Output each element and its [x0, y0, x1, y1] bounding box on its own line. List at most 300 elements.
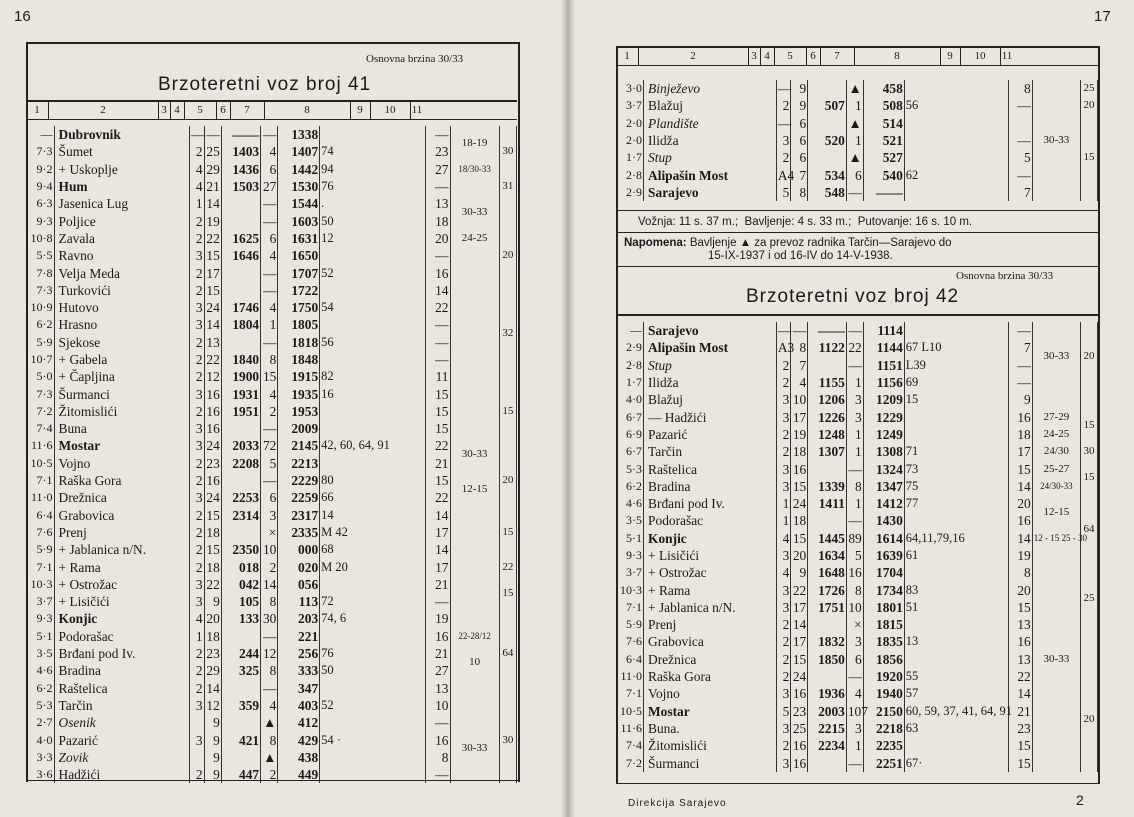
arrival-minute: 07 — [831, 98, 845, 114]
class-cell: 2 — [189, 282, 204, 299]
stop-time-cell: 1 — [846, 132, 863, 149]
arrival-minute: 34 — [831, 738, 845, 754]
station-name: Osenik — [54, 714, 189, 731]
km-cell: 7·2 — [27, 403, 54, 420]
stop-time-cell: 6 — [846, 166, 863, 183]
departure-hour: 18 — [291, 352, 305, 367]
crossing-note: 76 — [320, 178, 426, 195]
stop-time-cell: — — [261, 282, 278, 299]
arrival-hour: 0 — [239, 576, 246, 592]
page-number-left: 16 — [14, 8, 31, 25]
stay-cell: 15 — [1081, 132, 1098, 184]
speed-range-cell — [450, 368, 499, 385]
arrival-minute: 34 — [831, 167, 845, 183]
departure-cell — [278, 282, 320, 299]
header-col-2: 2 — [100, 104, 106, 116]
km-cell: 5·5 — [27, 247, 54, 264]
class-cell: 1 — [776, 512, 790, 529]
arrival-minute: 45 — [831, 530, 845, 546]
class-cell: 4 — [776, 530, 790, 547]
run-time-cell: 22 — [204, 576, 221, 593]
summary-vozanja: Vožnja: 11 s. 37 m.; — [638, 216, 739, 228]
departure-cell — [278, 697, 320, 714]
km-cell: 3·6 — [27, 766, 54, 783]
arrival-hour: 16 — [818, 548, 832, 563]
crossing-note — [904, 132, 1008, 149]
km-cell: 5·9 — [27, 541, 54, 558]
class-cell — [189, 749, 204, 766]
arrival-minute: 48 — [831, 426, 845, 442]
run-time-cell: 21 — [204, 178, 221, 195]
arrival-cell — [221, 334, 260, 351]
km-cell: 7·2 — [617, 754, 644, 771]
section-time-cell: 7 — [1008, 184, 1032, 201]
stay-cell: 15 — [499, 385, 516, 437]
departure-cell — [863, 149, 904, 166]
departure-hour: 0 — [298, 576, 305, 592]
table-42-top — [616, 314, 1098, 316]
timetable-row — [27, 403, 517, 420]
station-name: Žitomislići — [644, 737, 777, 754]
stay-cell — [1081, 184, 1098, 201]
speed-range-cell — [450, 576, 499, 593]
departure-hour: 18 — [876, 634, 890, 650]
km-cell: 10·3 — [27, 576, 54, 593]
section-time-cell: 21 — [425, 576, 450, 593]
stay-cell — [499, 680, 516, 697]
km-cell: 2·0 — [617, 132, 644, 149]
km-cell: 7·3 — [27, 282, 54, 299]
km-cell: 7·6 — [617, 633, 644, 650]
class-cell: 2 — [189, 662, 204, 679]
arrival-cell — [221, 628, 260, 645]
run-time-cell: 16 — [204, 472, 221, 489]
class-cell: 1 — [189, 195, 204, 212]
arrival-minute: 04 — [245, 317, 260, 333]
departure-minute: 56 — [304, 576, 319, 592]
departure-hour: 19 — [291, 369, 305, 385]
departure-cell — [863, 720, 904, 737]
section-time-cell: 8 — [1008, 564, 1032, 581]
km-cell: 1·7 — [617, 149, 644, 166]
speed-range-cell: 30-33 — [1032, 115, 1080, 167]
speed-range-cell: 12 - 15 25 - 30 — [1032, 530, 1080, 547]
departure-minute: 51 — [889, 357, 903, 373]
run-time-cell: 29 — [204, 161, 221, 178]
speed-range-cell: 30-33 — [450, 195, 499, 230]
timetable-row — [617, 391, 1098, 408]
timetable-row — [27, 628, 517, 645]
speed-range-cell: 18-19 — [450, 126, 499, 161]
departure-minute: 44 — [304, 196, 319, 212]
station-name: + Rama — [644, 581, 777, 598]
arrival-cell — [808, 703, 847, 720]
train-title-42: Brzoteretni voz broj 42 — [746, 286, 960, 307]
station-name: Pazarić — [54, 731, 189, 748]
arrival-cell — [221, 576, 260, 593]
km-cell: 10·3 — [617, 581, 644, 598]
departure-cell — [863, 599, 904, 616]
departure-hour: 1 — [298, 594, 305, 610]
station-name: Turkovići — [54, 282, 189, 299]
timetable-row — [27, 247, 517, 264]
arrival-minute: 15 — [831, 720, 845, 736]
station-name: + Lisičići — [54, 593, 189, 610]
departure-minute: 12 — [889, 496, 903, 512]
stop-time-cell: 4 — [261, 697, 278, 714]
section-time-cell: — — [425, 247, 450, 264]
arrival-hour: 0 — [239, 559, 246, 575]
departure-minute: 47 — [304, 680, 319, 696]
class-cell: 2 — [189, 472, 204, 489]
section-time-cell: — — [1008, 322, 1032, 339]
stop-time-cell: 1 — [846, 443, 863, 460]
stay-cell: 30 — [1081, 443, 1098, 460]
km-cell: 5·3 — [617, 460, 644, 477]
stop-time-cell: — — [848, 669, 862, 685]
station-name: Blažuj — [644, 391, 777, 408]
km-cell: 10·8 — [27, 230, 54, 247]
stop-time-cell: 27 — [261, 178, 278, 195]
run-time-cell: — — [792, 323, 807, 339]
departure-minute: 29 — [304, 732, 319, 748]
timetable-row — [27, 645, 517, 662]
stop-time-cell: 89 — [848, 530, 862, 546]
departure-cell — [863, 703, 904, 720]
class-cell: 4 — [189, 178, 204, 195]
run-time-cell: 23 — [792, 703, 807, 719]
speed-range-cell: 27-29 — [1032, 408, 1080, 425]
class-cell: 3 — [189, 593, 204, 610]
stay-cell — [1081, 651, 1098, 668]
stay-cell — [1081, 633, 1098, 650]
departure-cell — [278, 593, 320, 610]
crossing-note: 50 — [320, 662, 426, 679]
timetable-row — [617, 149, 1098, 166]
speed-range-cell: 12-15 — [1032, 495, 1080, 530]
departure-hour: 19 — [291, 386, 305, 402]
departure-minute: 27 — [889, 150, 903, 166]
crossing-note — [904, 512, 1008, 529]
arrival-minute: 31 — [245, 386, 260, 402]
arrival-minute: 20 — [831, 133, 845, 149]
departure-hour: 12 — [876, 392, 890, 408]
arrival-hour: 15 — [232, 179, 246, 195]
crossing-note: 60, 59, 37, 41, 64, 91 — [904, 703, 1008, 720]
stay-cell — [1081, 754, 1098, 771]
run-time-cell: 10 — [792, 392, 807, 408]
crossing-note: 66 — [320, 489, 426, 506]
section-time-cell: — — [425, 126, 450, 143]
class-cell: 2 — [189, 334, 204, 351]
stop-time-cell: — — [848, 184, 862, 200]
section-time-cell: 21 — [1008, 703, 1032, 720]
run-time-cell: 16 — [204, 385, 221, 402]
departure-hour: 14 — [291, 161, 305, 177]
departure-hour: 18 — [291, 317, 305, 333]
run-time-cell: 23 — [204, 645, 221, 662]
travel-summary — [638, 216, 972, 228]
arrival-hour: 1 — [239, 594, 246, 610]
departure-minute: 45 — [304, 438, 319, 454]
section-time-cell: 21 — [425, 645, 450, 662]
km-cell: 9·4 — [27, 178, 54, 195]
timetable-row — [617, 703, 1098, 720]
section-time-cell: — — [1008, 357, 1032, 374]
arrival-cell — [808, 443, 847, 460]
class-cell: 3 — [776, 408, 790, 425]
run-time-cell: 18 — [204, 524, 221, 541]
stop-time-cell: — — [848, 323, 862, 339]
km-cell: 2·0 — [617, 115, 644, 132]
departure-hour: 15 — [291, 179, 305, 195]
crossing-note: 62 — [904, 166, 1008, 183]
departure-hour: 23 — [291, 507, 305, 523]
arrival-minute: 08 — [245, 455, 260, 471]
departure-hour: 4 — [298, 732, 305, 748]
run-time-cell: 9 — [204, 714, 221, 731]
arrival-cell — [808, 616, 847, 633]
departure-minute: 17 — [304, 507, 319, 523]
arrival-hour: 17 — [818, 599, 832, 615]
arrival-hour: 14 — [818, 496, 833, 512]
arrival-hour: 22 — [232, 490, 246, 506]
departure-minute: 03 — [304, 697, 319, 713]
departure-cell — [863, 391, 904, 408]
arrival-minute: 33 — [245, 438, 260, 454]
arrival-cell — [221, 316, 260, 333]
departure-cell — [278, 178, 320, 195]
departure-cell — [863, 374, 904, 391]
speed-range-cell — [1032, 184, 1080, 201]
stop-time-cell: ▲ — [846, 80, 863, 97]
departure-cell — [278, 126, 320, 143]
km-cell: 3·3 — [27, 749, 54, 766]
departure-cell — [863, 132, 904, 149]
arrival-minute: 39 — [831, 478, 845, 494]
section-time-cell: 19 — [1008, 547, 1032, 564]
departure-cell — [278, 524, 320, 541]
crossing-note: 54 — [320, 299, 426, 316]
section-time-cell: 7 — [1008, 339, 1032, 356]
arrival-cell — [221, 178, 260, 195]
departure-minute: 30 — [304, 179, 319, 195]
timetable-row — [27, 230, 517, 247]
arrival-hour: 19 — [818, 686, 832, 702]
stay-cell — [499, 610, 516, 627]
speed-range-cell: 25-27 — [1032, 460, 1080, 477]
timetable-row — [27, 662, 517, 679]
speed-range-cell — [1032, 616, 1080, 633]
arrival-cell — [221, 489, 260, 506]
run-time-cell: 16 — [204, 420, 221, 437]
km-cell: 2·7 — [27, 714, 54, 731]
run-time-cell: 15 — [792, 478, 807, 494]
departure-minute: 24 — [889, 461, 903, 477]
header-col-4: 4 — [764, 50, 770, 62]
km-cell: 6·2 — [617, 478, 644, 495]
speed-range-cell — [1032, 322, 1080, 339]
bottom-border — [26, 780, 518, 781]
departure-cell — [278, 731, 320, 748]
stay-cell: 32 — [499, 299, 516, 368]
departure-hour: 21 — [291, 438, 305, 454]
km-cell: 7·8 — [27, 264, 54, 281]
departure-minute: 20 — [304, 559, 319, 575]
departure-hour: 17 — [291, 282, 305, 298]
timetable-row — [617, 426, 1098, 443]
section-time-cell: 20 — [1008, 495, 1032, 512]
arrival-hour: 4 — [239, 767, 246, 783]
class-cell: 2 — [189, 351, 204, 368]
arrival-cell — [221, 680, 260, 697]
class-cell: 3 — [189, 576, 204, 593]
crossing-note: 63 — [904, 720, 1008, 737]
table-header-41 — [26, 100, 517, 120]
crossing-note: 52 — [320, 264, 426, 281]
station-name: Ilidža — [644, 374, 777, 391]
arrival-cell — [221, 749, 260, 766]
crossing-note — [320, 126, 426, 143]
header-col-9: 9 — [947, 50, 953, 62]
departure-hour: 0 — [298, 542, 305, 558]
speed-range-cell — [1032, 166, 1080, 183]
arrival-minute: 50 — [245, 542, 260, 558]
header-col-6: 6 — [810, 50, 816, 62]
arrival-minute: 26 — [831, 582, 845, 598]
crossing-note: 50 — [320, 212, 426, 229]
section-time-cell: 22 — [425, 437, 450, 454]
section-divider — [616, 266, 1098, 267]
stop-time-cell: 4 — [261, 247, 278, 264]
header-col-5: 5 — [197, 104, 203, 116]
class-cell: 1 — [189, 628, 204, 645]
km-cell: 7·1 — [617, 685, 644, 702]
class-cell — [189, 714, 204, 731]
arrival-hour: 3 — [239, 697, 246, 713]
departure-hour: 5 — [882, 98, 890, 114]
departure-cell — [278, 662, 320, 679]
section-time-cell: 22 — [425, 489, 450, 506]
run-time-cell: 23 — [204, 455, 221, 472]
class-cell: 3 — [776, 391, 790, 408]
stop-time-cell: 10 — [848, 599, 862, 615]
timetable-row — [27, 126, 517, 143]
departure-cell — [863, 115, 904, 132]
km-cell: 11·6 — [617, 720, 644, 737]
class-cell: 2 — [189, 645, 204, 662]
arrival-minute: 26 — [831, 409, 845, 425]
speed-range-cell — [1032, 754, 1080, 771]
station-name: Ilidža — [644, 132, 777, 149]
km-cell: — — [617, 322, 644, 339]
run-time-cell: 16 — [792, 461, 807, 477]
km-cell: 6·7 — [617, 443, 644, 460]
crossing-note: 16 — [320, 385, 426, 402]
arrival-hour: 13 — [818, 444, 832, 460]
departure-cell — [278, 247, 320, 264]
arrival-cell — [808, 374, 847, 391]
arrival-hour: 20 — [232, 438, 246, 454]
crossing-note: 77 — [904, 495, 1008, 512]
speed-note-42: Osnovna brzina 30/33 — [956, 270, 1054, 282]
run-time-cell: 13 — [204, 334, 221, 351]
departure-minute: 03 — [304, 611, 319, 627]
stop-time-cell: 6 — [261, 489, 278, 506]
arrival-cell — [221, 195, 260, 212]
section-time-cell: 13 — [425, 680, 450, 697]
timetable-row — [27, 368, 517, 385]
station-name: Grabovica — [644, 633, 777, 650]
run-time-cell: 8 — [791, 184, 808, 201]
departure-minute: 01 — [889, 599, 903, 615]
speed-range-cell — [1032, 720, 1080, 737]
speed-range-cell — [1032, 703, 1080, 720]
arrival-hour: 5 — [824, 133, 832, 149]
section-time-cell: — — [1008, 97, 1032, 114]
run-time-cell: 16 — [204, 403, 221, 420]
speed-range-cell — [450, 299, 499, 316]
stay-cell: 30 — [499, 714, 516, 766]
crossing-note — [904, 149, 1008, 166]
km-cell: 5·3 — [27, 697, 54, 714]
stay-cell — [1081, 685, 1098, 702]
timetable-row — [27, 195, 517, 212]
class-cell: 2 — [776, 149, 790, 166]
stop-time-cell: × — [261, 524, 278, 541]
km-cell: 5·1 — [27, 628, 54, 645]
run-time-cell: 20 — [792, 548, 807, 563]
departure-minute: 21 — [889, 133, 903, 149]
crossing-note — [320, 680, 426, 697]
section-time-cell: — — [1008, 374, 1032, 391]
napomena-line-2: 15-IX-1937 i od 16-IV do 14-V-1938. — [708, 250, 893, 262]
speed-range-cell — [1032, 97, 1080, 114]
speed-range-cell — [1032, 737, 1080, 754]
departure-cell — [278, 455, 320, 472]
run-time-cell: 9 — [791, 80, 808, 97]
arrival-cell — [808, 754, 847, 771]
stay-cell: 30 — [499, 126, 516, 178]
departure-minute: 50 — [889, 703, 903, 719]
arrival-minute: 44 — [245, 646, 260, 662]
stay-cell — [1081, 564, 1098, 581]
stay-cell: 25 — [1081, 80, 1098, 97]
arrival-minute: 48 — [831, 565, 845, 581]
class-cell: 3 — [189, 489, 204, 506]
arrival-minute: 59 — [245, 697, 260, 713]
station-name: Konjic — [54, 610, 189, 627]
departure-cell — [863, 616, 904, 633]
departure-cell — [863, 97, 904, 114]
arrival-minute: — — [245, 127, 260, 143]
section-time-cell: 16 — [1008, 408, 1032, 425]
km-cell: — — [27, 126, 54, 143]
station-name: Grabovica — [54, 507, 189, 524]
stop-time-cell: 6 — [261, 161, 278, 178]
crossing-note: 57 — [904, 685, 1008, 702]
timetable-row — [27, 749, 517, 766]
arrival-cell — [808, 460, 847, 477]
run-time-cell: 9 — [204, 731, 221, 748]
km-cell: 6·7 — [617, 408, 644, 425]
run-time-cell: 24 — [204, 437, 221, 454]
run-time-cell: 17 — [792, 634, 807, 650]
station-name: Sarajevo — [644, 322, 777, 339]
section-time-cell: 13 — [1008, 616, 1032, 633]
timetable-row — [27, 212, 517, 229]
km-cell: 9·3 — [27, 610, 54, 627]
